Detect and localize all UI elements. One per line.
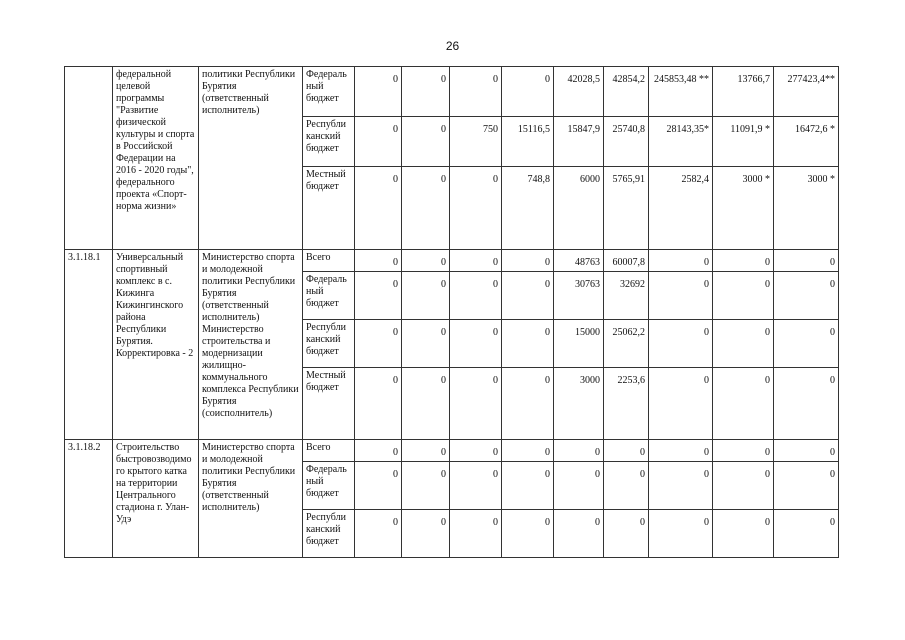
value-cell: 0	[713, 320, 774, 368]
value-cell: 0	[402, 510, 450, 558]
value-cell: 0	[502, 510, 554, 558]
value-cell: 0	[502, 368, 554, 440]
value-cell: 25062,2	[604, 320, 649, 368]
page-number: 26	[445, 39, 460, 53]
value-cell: 30763	[554, 272, 604, 320]
value-cell: 0	[774, 250, 839, 272]
value-cell: 0	[604, 440, 649, 462]
value-cell: 0	[649, 510, 713, 558]
value-cell: 0	[450, 320, 502, 368]
value-cell: 0	[649, 368, 713, 440]
value-cell: 25740,8	[604, 117, 649, 167]
value-cell: 13766,7	[713, 67, 774, 117]
value-cell: 0	[774, 510, 839, 558]
value-cell: 0	[554, 440, 604, 462]
funding-source: Республи канский бюджет	[303, 320, 355, 368]
value-cell: 748,8	[502, 167, 554, 250]
value-cell: 3000 *	[774, 167, 839, 250]
item-name: Строительство быстровозводимого крытого катка на территории Центрального стадиона г. Улан-Удэ	[113, 440, 199, 558]
value-cell: 0	[774, 272, 839, 320]
funding-source: Республи канский бюджет	[303, 117, 355, 167]
value-cell: 0	[713, 440, 774, 462]
value-cell: 16472,6 *	[774, 117, 839, 167]
value-cell: 0	[402, 167, 450, 250]
value-cell: 0	[502, 272, 554, 320]
value-cell: 0	[355, 272, 402, 320]
value-cell: 0	[402, 272, 450, 320]
value-cell: 2253,6	[604, 368, 649, 440]
funding-source: Федераль ный бюджет	[303, 462, 355, 510]
table-row	[65, 250, 839, 272]
value-cell: 277423,4**	[774, 67, 839, 117]
value-cell: 0	[355, 117, 402, 167]
value-cell: 0	[774, 462, 839, 510]
value-cell: 0	[355, 320, 402, 368]
value-cell: 0	[649, 250, 713, 272]
funding-source: Местный бюджет	[303, 368, 355, 440]
value-cell: 15847,9	[554, 117, 604, 167]
value-cell: 0	[402, 440, 450, 462]
value-cell: 0	[554, 510, 604, 558]
table-body	[65, 67, 839, 558]
item-executor: Министерство спорта и молодежной политики Республики Бурятия (ответственный исполнитель) Министерство строительства и модернизации жилищно-коммунального комплекса Республики Бурятия (соисполнитель)	[199, 250, 303, 440]
value-cell: 0	[355, 462, 402, 510]
value-cell: 0	[450, 250, 502, 272]
value-cell: 0	[450, 440, 502, 462]
value-cell: 0	[402, 462, 450, 510]
value-cell: 15000	[554, 320, 604, 368]
item-executor: политики Республики Бурятия (ответственный исполнитель)	[199, 67, 303, 250]
table-row	[65, 440, 839, 462]
value-cell: 245853,48 **	[649, 67, 713, 117]
value-cell: 0	[502, 250, 554, 272]
value-cell: 0	[355, 368, 402, 440]
funding-source: Всего	[303, 250, 355, 272]
value-cell: 28143,35*	[649, 117, 713, 167]
value-cell: 0	[402, 368, 450, 440]
value-cell: 60007,8	[604, 250, 649, 272]
value-cell: 0	[402, 320, 450, 368]
value-cell: 0	[502, 320, 554, 368]
funding-source: Всего	[303, 440, 355, 462]
value-cell: 48763	[554, 250, 604, 272]
value-cell: 0	[402, 67, 450, 117]
item-code: 3.1.18.1	[65, 250, 113, 440]
value-cell: 2582,4	[649, 167, 713, 250]
item-code: 3.1.18.2	[65, 440, 113, 558]
value-cell: 0	[604, 510, 649, 558]
item-executor: Министерство спорта и молодежной политики Республики Бурятия (ответственный исполнитель)	[199, 440, 303, 558]
value-cell: 42854,2	[604, 67, 649, 117]
value-cell: 0	[649, 462, 713, 510]
value-cell: 3000	[554, 368, 604, 440]
value-cell: 0	[604, 462, 649, 510]
funding-source: Местный бюджет	[303, 167, 355, 250]
value-cell: 0	[450, 462, 502, 510]
value-cell: 0	[450, 510, 502, 558]
value-cell: 0	[774, 368, 839, 440]
value-cell: 0	[713, 510, 774, 558]
funding-source: Федераль ный бюджет	[303, 67, 355, 117]
value-cell: 42028,5	[554, 67, 604, 117]
value-cell: 32692	[604, 272, 649, 320]
value-cell: 0	[450, 67, 502, 117]
value-cell: 3000 *	[713, 167, 774, 250]
value-cell: 0	[355, 250, 402, 272]
value-cell: 0	[713, 462, 774, 510]
value-cell: 15116,5	[502, 117, 554, 167]
value-cell: 0	[450, 272, 502, 320]
item-code	[65, 67, 113, 250]
value-cell: 0	[355, 167, 402, 250]
value-cell: 0	[774, 320, 839, 368]
value-cell: 0	[713, 250, 774, 272]
value-cell: 0	[355, 440, 402, 462]
value-cell: 0	[554, 462, 604, 510]
value-cell: 0	[713, 368, 774, 440]
value-cell: 5765,91	[604, 167, 649, 250]
value-cell: 0	[355, 67, 402, 117]
value-cell: 0	[649, 272, 713, 320]
table-row	[65, 67, 839, 117]
item-name: федеральной целевой программы "Развитие физической культуры и спорта в Российской Федерации на 2016 - 2020 годы", федерального проекта «Спорт-норма жизни»	[113, 67, 199, 250]
value-cell: 0	[502, 440, 554, 462]
value-cell: 0	[502, 67, 554, 117]
value-cell: 11091,9 *	[713, 117, 774, 167]
value-cell: 0	[450, 167, 502, 250]
funding-source: Республи канский бюджет	[303, 510, 355, 558]
value-cell: 0	[502, 462, 554, 510]
value-cell: 0	[355, 510, 402, 558]
value-cell: 0	[774, 440, 839, 462]
value-cell: 0	[402, 117, 450, 167]
budget-table	[64, 66, 839, 558]
item-name: Универсальный спортивный комплекс в с. Кижинга Кижингинского района Республики Бурятия. Корректировка - 2	[113, 250, 199, 440]
value-cell: 0	[713, 272, 774, 320]
value-cell: 750	[450, 117, 502, 167]
value-cell: 0	[402, 250, 450, 272]
value-cell: 0	[450, 368, 502, 440]
funding-source: Федераль ный бюджет	[303, 272, 355, 320]
value-cell: 0	[649, 440, 713, 462]
value-cell: 6000	[554, 167, 604, 250]
value-cell: 0	[649, 320, 713, 368]
